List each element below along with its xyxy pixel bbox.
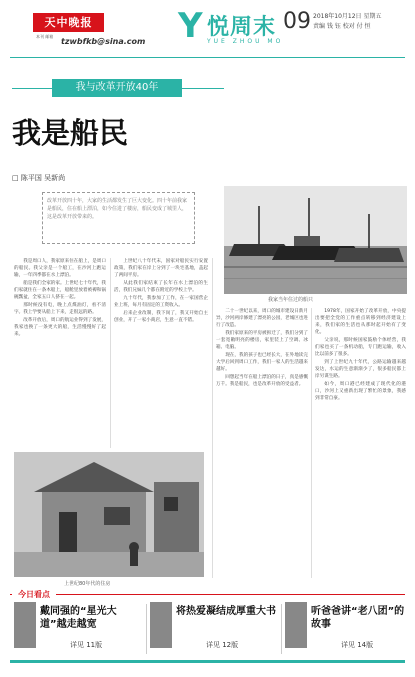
masthead: [0, 0, 415, 56]
teaser-thumbnail: [285, 602, 307, 648]
teaser-item[interactable]: [14, 602, 144, 658]
teaser-title[interactable]: 听爸爸讲“老八团”的故事: [311, 606, 405, 630]
teaser-title[interactable]: 将热爱凝结成厚重大书: [176, 606, 276, 617]
paragraph: 九十年代，我参加了工作，在一家国营企业上班，每月有固定的工资收入。: [114, 296, 208, 308]
paragraph: 1978年，国家开始了改革开放，中央提出要把全党的工作重点转移到经济建设上来，我们家的生活也从那时起开始有了变化。: [315, 309, 406, 335]
paragraph: 父亲说，那时候国家鼓励个体经营，我们家也买了一条机动船，专门跑运输，收入比以前多了很多。: [315, 338, 406, 357]
teaser-thumbnail: [150, 602, 172, 648]
teaser-item[interactable]: [285, 602, 407, 658]
column-divider: [212, 258, 213, 578]
brand-pinyin: YUE ZHOU MO: [207, 38, 284, 45]
editor-text: 责编 钱 钰 校对 付 恒: [313, 23, 371, 30]
paragraph: 如今，周口港已经建成了现代化的港口，沙河上又重新出现了繁忙的景象，我感到非常自豪。: [315, 382, 406, 401]
page-title: 我是船民: [12, 116, 129, 150]
teaser-rule: [10, 594, 405, 595]
teaser-thumbnail: [14, 602, 36, 648]
ship-photo-caption: 我家当年住过的船只: [268, 297, 314, 303]
article-column-3: [216, 308, 308, 578]
section-banner: 我与改革开放40年: [52, 79, 182, 97]
paragraph: 我是周口人，我家原来住在船上，是周口的船民。我父亲是一个船工，在沙河上跑运输，一年四季都在水上漂泊。: [14, 259, 106, 278]
paragraph: 那时候没有电，晚上点煤油灯，看不清字。我上学要从船上下来，走很远的路。: [14, 303, 106, 315]
column-divider: [311, 308, 312, 578]
teaser-divider: [281, 604, 282, 654]
teaser-link[interactable]: 详见 11版: [70, 641, 103, 649]
ship-photo-illustration: [224, 186, 407, 294]
teaser-link[interactable]: 详见 12版: [206, 641, 239, 649]
article-column-2: [114, 258, 208, 448]
paragraph: 我们家原来的平房被拆迁了，我们分到了一套宽敞明亮的楼房，家里装上了空调、冰箱、电脑。: [216, 331, 308, 350]
brand-name: 悦周末: [207, 15, 277, 40]
article-column-1: [14, 258, 106, 448]
paragraph: 后来企业改制，我下岗了，我又开始自主创业，开了一家小商店，生意一直不错。: [114, 311, 208, 323]
newspaper-logo: 天中晚报: [33, 13, 104, 32]
email-address[interactable]: tzwbfkb@sina.com: [61, 37, 146, 46]
paragraph: 到了上世纪九十年代，公路运输越来越发达，水运的生意渐渐少了，很多船民都上岸另谋生路。: [315, 360, 406, 379]
page-number: 09: [283, 9, 311, 34]
paragraph: 船是我们全家的家。上世纪七十年代，我们家就住在一条木船上，船舱里放着被褥和锅碗瓢盆，全家五口人挤在一起。: [14, 281, 106, 300]
pull-quote: 改革开放四十年，大家的生活都发生了巨大变化。四十年前我家是船民，住在船上漂泊，如今住进了楼房，船民变成了城里人，这是改革开放带来的。: [42, 192, 195, 244]
paragraph: 现在，我的孩子也已经长大，在外地读完大学后回到周口工作，我们一家人的生活越来越好。: [216, 353, 308, 372]
teaser-link[interactable]: 详见 14版: [341, 641, 374, 649]
paragraph: 上世纪八十年代末，国家对船民实行安置政策，我们家在岸上分到了一块宅基地，盖起了两间平房。: [114, 259, 208, 278]
footer-rule: [10, 660, 405, 663]
article-column-4: [315, 308, 406, 578]
byline: □ 陈平国 吴新尚: [12, 174, 66, 182]
email-label: 本刊 邮箱: [36, 34, 54, 39]
house-photo-caption: 上世纪80年代的住房: [64, 581, 111, 587]
paragraph: 回想起当年在船上漂泊的日子，真是感慨万千。我是船民，也是改革开放的受益者。: [216, 375, 308, 387]
house-photo-illustration: [14, 452, 204, 577]
brand-letter: Y: [178, 6, 203, 46]
teaser-item[interactable]: [150, 602, 278, 658]
teaser-divider: [146, 604, 147, 654]
teaser-tag: 今日看点: [12, 589, 56, 600]
paragraph: 二十一世纪以来，周口的城市建设日新月异，沙河两岸修建了漂亮的公园，老城区也进行了改造。: [216, 309, 308, 328]
teaser-title[interactable]: 戴同强的“星光大道”越走越宽: [40, 606, 117, 630]
column-divider: [110, 258, 111, 448]
house-photo: [14, 452, 204, 577]
paragraph: 从此我们家结束了长年在水上漂泊的生活，我们兄妹几个都在附近的学校上学。: [114, 281, 208, 293]
ship-photo: [224, 186, 407, 294]
masthead-rule: [10, 57, 405, 58]
paragraph: 改革开放后，周口的航运业得到了发展，我家也换了一条更大的船，生活慢慢好了起来。: [14, 318, 106, 337]
date-text: 2018年10月12日 星期五: [313, 13, 382, 20]
date-line: [313, 12, 405, 32]
